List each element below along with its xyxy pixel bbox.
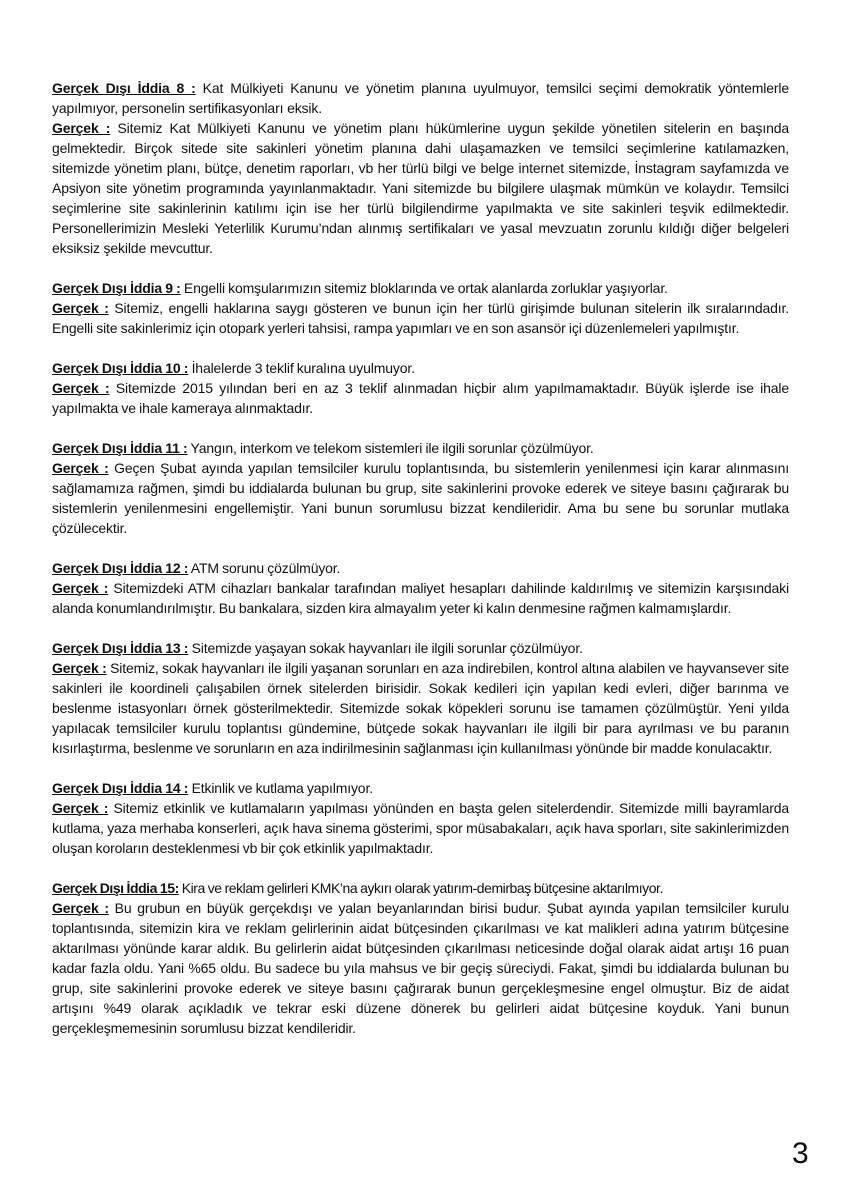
claim-section-8 xyxy=(52,78,789,258)
fact-paragraph xyxy=(52,458,789,538)
claim-label: Gerçek Dışı İddia 13 : xyxy=(52,640,189,656)
claim-label: Gerçek Dışı İddia 11 : xyxy=(52,440,188,456)
claim-text: Etkinlik ve kutlama yapılmıyor. xyxy=(188,780,373,796)
claim-text: ATM sorunu çözülmüyor. xyxy=(188,560,341,576)
fact-label: Gerçek : xyxy=(52,460,109,476)
fact-label: Gerçek : xyxy=(52,120,111,136)
claim-paragraph xyxy=(52,778,789,798)
fact-paragraph xyxy=(52,378,789,418)
claim-label: Gerçek Dışı İddia 15: xyxy=(52,880,179,896)
fact-text: Sitemiz etkinlik ve kutlamaların yapılması yönünden en başta gelen sitelerdendir. Sitemizde milli bayramlarda kutlama, yaza merhaba konserleri, açık hava sinema gösterimi, spor müsabakaları, açık hava sporları, site sakinlerimizden oluşan koroların desteklenmesi vb bir çok etkinlik yapılmaktadır. xyxy=(52,800,789,856)
claim-section-14 xyxy=(52,778,789,858)
claim-text: Kira ve reklam gelirleri KMK’na aykırı olarak yatırım-demirbaş bütçesine aktarılmıyor. xyxy=(178,880,663,896)
claim-text: İhalelerde 3 teklif kuralına uyulmuyor. xyxy=(188,360,415,376)
claim-label: Gerçek Dışı İddia 9 : xyxy=(52,280,181,296)
claim-section-13 xyxy=(52,638,789,758)
fact-text: Sitemizdeki ATM cihazları bankalar tarafından maliyet hesapları dahilinde kaldırılmış ve sitemizin karşısındaki alanda konumlandırılmıştır. Bu bankalara, sizden kira almayalım yeter ki kalın denmesine rağmen kalmamışlardır. xyxy=(52,580,789,616)
fact-text: Sitemiz, engelli haklarına saygı gösteren ve bunun için her türlü girişimde bulunan sitelerin ilk sıralarındadır. Engelli site sakinlerimiz için otopark yerleri tahsisi, rampa yapımları ve en son asansör içi düzenlemeleri yapılmıştır. xyxy=(52,300,789,336)
claim-paragraph xyxy=(52,78,789,118)
fact-label: Gerçek : xyxy=(52,900,109,916)
fact-text: Sitemizde 2015 yılından beri en az 3 teklif alınmadan hiçbir alım yapılmamaktadır. Büyük işlerde ise ihale yapılmakta ve ihale kameraya alınmaktadır. xyxy=(52,380,789,416)
page-number: 3 xyxy=(792,1137,809,1170)
claim-paragraph xyxy=(52,558,789,578)
claim-section-9 xyxy=(52,278,789,338)
fact-paragraph xyxy=(52,298,789,338)
fact-paragraph xyxy=(52,118,789,258)
claim-paragraph xyxy=(52,278,789,298)
fact-paragraph xyxy=(52,898,789,1038)
claim-label: Gerçek Dışı İddia 8 : xyxy=(52,80,196,96)
claim-text: Sitemizde yaşayan sokak hayvanları ile ilgili sorunlar çözülmüyor. xyxy=(188,640,583,656)
claim-section-15 xyxy=(52,878,789,1038)
claim-text: Yangın, interkom ve telekom sistemleri ile ilgili sorunlar çözülmüyor. xyxy=(187,440,594,456)
fact-paragraph xyxy=(52,798,789,858)
claim-paragraph xyxy=(52,878,789,898)
fact-paragraph xyxy=(52,658,789,758)
claim-label: Gerçek Dışı İddia 14 : xyxy=(52,780,189,796)
fact-label: Gerçek : xyxy=(52,300,109,316)
fact-text: Bu grubun en büyük gerçekdışı ve yalan beyanlarından birisi budur. Şubat ayında yapılan temsilciler kurulu toplantısında, sitemizin kira ve reklam gelirlerinin aidat bütçesinden çıkarılması ve kat malikleri adına yatırım bütçesine aktarılması yönünde karar aldık. Bu gelirlerin aidat bütçesinden çıkarılması neticesinde doğal olarak aidat artışı 16 puan kadar fazla oldu. Yani %65 oldu. Bu sadece bu yıla mahsus ve bir geçiş süreciydi. Fakat, şimdi bu iddialarda bulunan bu grup, site sakinlerini provoke ederek ve siteye basını çağırarak bunun gerçekleşmesine engel olmuştur. Biz de aidat artışını %49 olarak açıkladık ve tekrar eski düzene dönerek bu gelirleri aidat bütçesine koyduk. Yani bunun gerçekleşmemesinin sorumlusu bizzat kendileridir. xyxy=(52,900,789,1036)
claim-section-10 xyxy=(52,358,789,418)
fact-paragraph xyxy=(52,578,789,618)
claim-text: Kat Mülkiyeti Kanunu ve yönetim planına uyulmuyor, temsilci seçimi demokratik yöntemlerle yapılmıyor, personelin sertifikasyonları eksik. xyxy=(52,80,789,116)
document-page xyxy=(52,78,789,1058)
fact-label: Gerçek : xyxy=(52,800,109,816)
claim-section-11 xyxy=(52,438,789,538)
fact-label: Gerçek : xyxy=(52,380,110,396)
claim-text: Engelli komşularımızın sitemiz bloklarında ve ortak alanlarda zorluklar yaşıyorlar. xyxy=(180,280,668,296)
claim-paragraph xyxy=(52,438,789,458)
fact-text: Sitemiz Kat Mülkiyeti Kanunu ve yönetim planı hükümlerine uygun şekilde yönetilen sitelerin en başında gelmektedir. Birçok sitede site sakinleri yönetim planına dahi ulaşamazken ve temsilci seçimlerine katılamazken, sitemizde yönetim planı, bütçe, denetim raporları, vb her türlü bilgi ve belge internet sitemizde, İnstagram sayfamızda ve Apsiyon site yönetim programında yayınlanmaktadır. Yani sitemizde bu bilgilere ulaşmak mümkün ve kolaydır. Temsilci seçimlerine site sakinlerinin katılımı için ise her türlü bilgilendirme yapılmakta ve site sakinleri teşvik edilmektedir. Personellerimizin Mesleki Yeterlilik Kurumu’ndan alınmış sertifikaları ve yasal mevzuatın zorunlu kıldığı diğer belgeleri eksiksiz şekilde mevcuttur. xyxy=(52,120,789,256)
claim-section-12 xyxy=(52,558,789,618)
fact-label: Gerçek : xyxy=(52,580,109,596)
claim-paragraph xyxy=(52,358,789,378)
fact-text: Geçen Şubat ayında yapılan temsilciler kurulu toplantısında, bu sistemlerin yenilenmesi için karar alınmasını sağlamamıza rağmen, şimdi bu iddialarda bulunan bu grup, site sakinlerini provoke ederek ve siteye basını çağırarak bu sistemlerin yenilenmesini engellemiştir. Yani bunun sorumlusu bizzat kendileridir. Ama bu sene bu sorunlar mutlaka çözülecektir. xyxy=(52,460,789,536)
fact-label: Gerçek : xyxy=(52,660,107,676)
fact-text: Sitemiz, sokak hayvanları ile ilgili yaşanan sorunları en aza indirebilen, kontrol altına alabilen ve hayvansever site sakinleri ile koordineli çalışabilen örnek sitelerden birisidir. Sokak kedileri için yapılan kedi evleri, diğer barınma ve beslenme istasyonları örnek gösterilmektedir. Sitemizde sokak köpekleri sorunu ise tamamen çözülmüştür. Yeni yılda yapılacak temsilciler kurulu toplantısı gündemine, bütçede sokak hayvanları ile ilgili bir para ayrılması ve bu paranın kısırlaştırma, beslenme ve sorunların en aza indirilmesinin sağlanması için kullanılması yönünde bir madde konulacaktır. xyxy=(52,660,789,756)
claim-paragraph xyxy=(52,638,789,658)
claim-label: Gerçek Dışı İddia 10 : xyxy=(52,360,189,376)
claim-label: Gerçek Dışı İddia 12 : xyxy=(52,560,189,576)
